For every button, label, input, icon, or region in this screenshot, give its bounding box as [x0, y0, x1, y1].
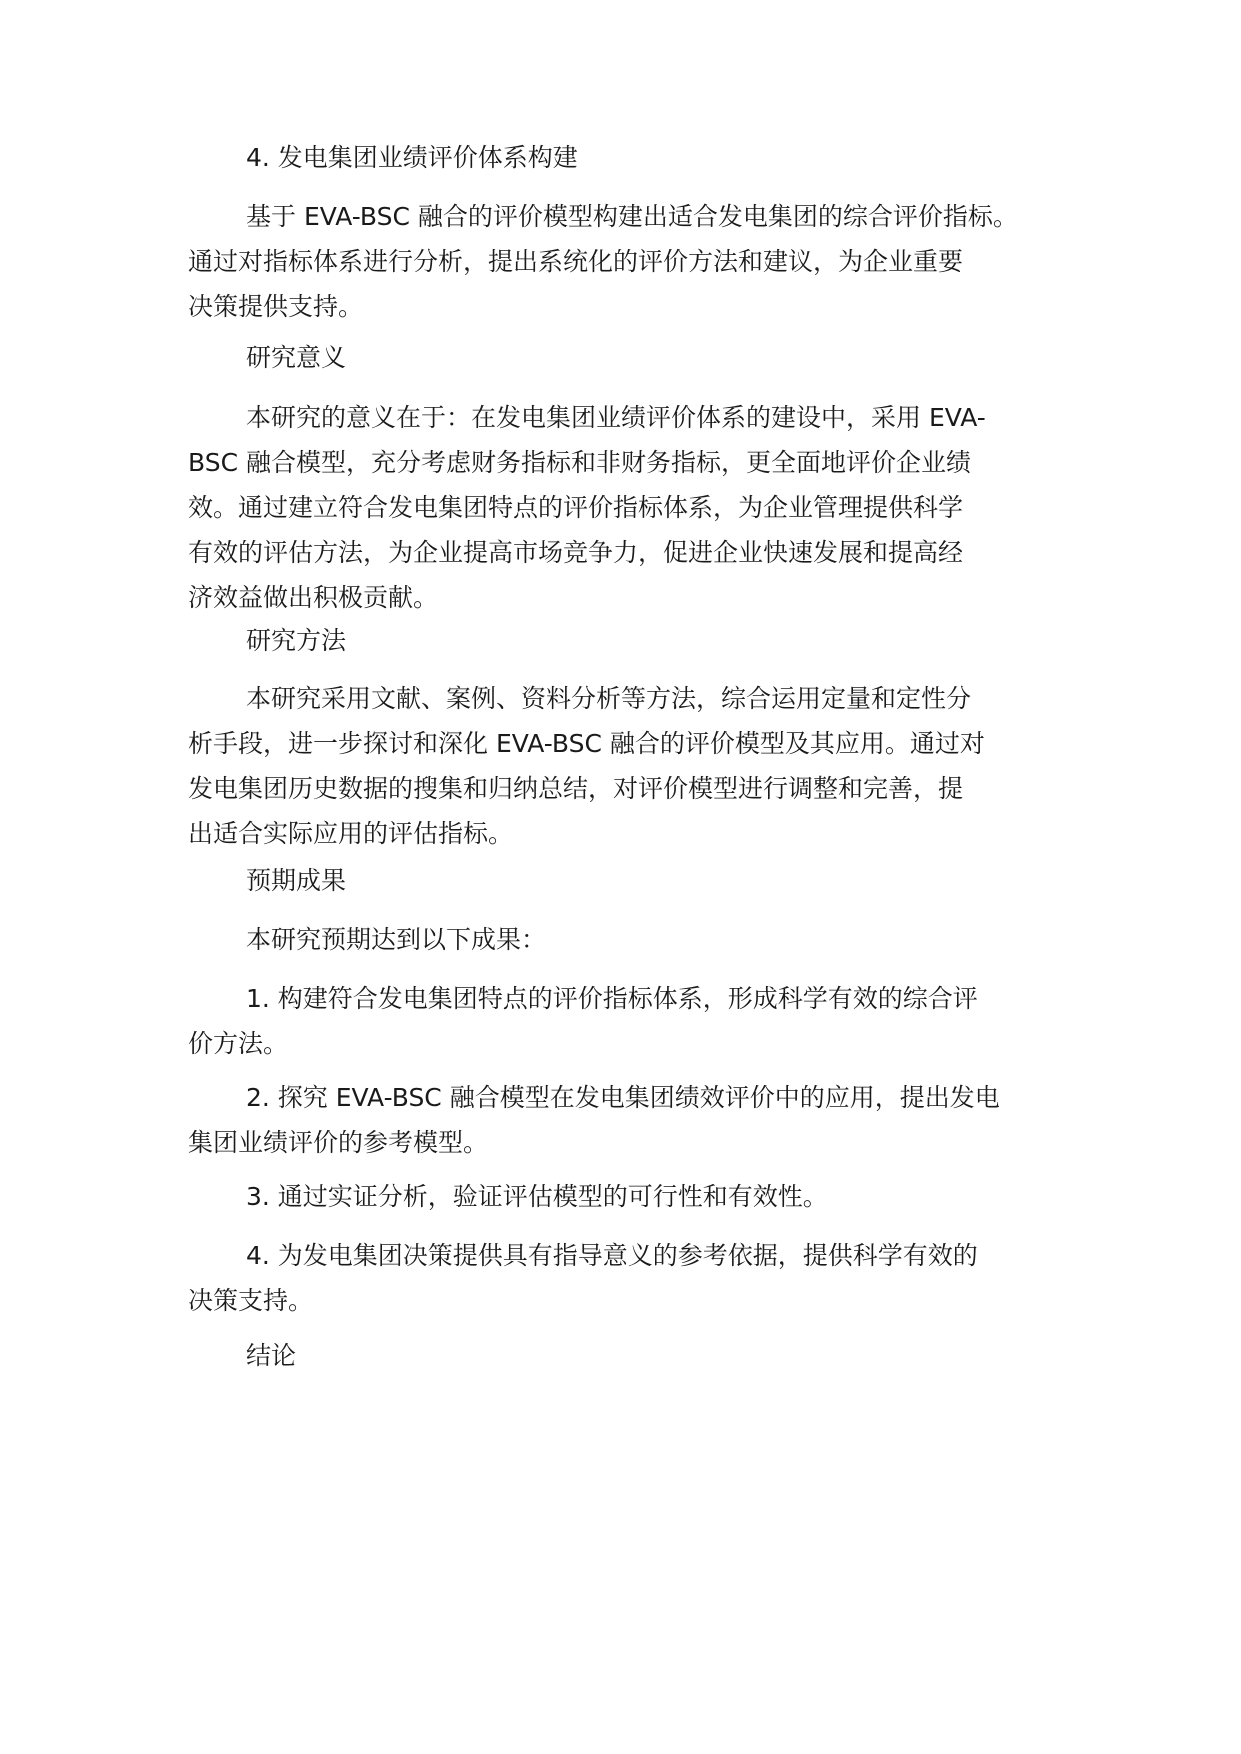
paragraph-line: 有效的评估方法，为企业提高市场竞争力，促进企业快速发展和提高经 — [188, 538, 964, 567]
paragraph-line: 基于 EVA-BSC 融合的评价模型构建出适合发电集团的综合评价指标。 — [246, 202, 1018, 231]
heading-text: 研究意义 — [246, 343, 347, 372]
paragraph-line: 本研究采用文献、案例、资料分析等方法，综合运用定量和定性分 — [246, 684, 972, 713]
heading-text: 4. 发电集团业绩评价体系构建 — [246, 143, 578, 172]
section-heading-methods — [188, 618, 1068, 663]
paragraph-line: BSC 融合模型，充分考虑财务指标和非财务指标，更全面地评价企业绩 — [188, 448, 971, 477]
paragraph-line: 决策支持。 — [188, 1286, 314, 1315]
section-heading-conclusion — [188, 1333, 1068, 1378]
paragraph-line: 济效益做出积极贡献。 — [188, 583, 439, 612]
paragraph-line: 发电集团历史数据的搜集和归纳总结，对评价模型进行调整和完善，提 — [188, 774, 964, 803]
paragraph-line: 通过对指标体系进行分析，提出系统化的评价方法和建议，为企业重要 — [188, 247, 964, 276]
outcome-item-2 — [188, 1075, 1068, 1165]
paragraph-line: 4. 为发电集团决策提供具有指导意义的参考依据，提供科学有效的 — [246, 1241, 978, 1270]
paragraph-line: 3. 通过实证分析，验证评估模型的可行性和有效性。 — [246, 1182, 828, 1211]
paragraph-line: 本研究预期达到以下成果： — [246, 925, 547, 954]
paragraph-line: 2. 探究 EVA-BSC 融合模型在发电集团绩效评价中的应用，提出发电 — [246, 1083, 1000, 1112]
section-heading-outcomes — [188, 858, 1068, 903]
paragraph-outcomes-intro — [188, 917, 1068, 962]
paragraph-line: 1. 构建符合发电集团特点的评价指标体系，形成科学有效的综合评 — [246, 984, 978, 1013]
outcome-item-3 — [188, 1174, 1068, 1219]
paragraph-line: 决策提供支持。 — [188, 292, 364, 321]
paragraph-line: 价方法。 — [188, 1029, 289, 1058]
paragraph-line: 效。通过建立符合发电集团特点的评价指标体系，为企业管理提供科学 — [188, 493, 964, 522]
section-heading-significance — [188, 335, 1068, 380]
paragraph-evaluation-system — [188, 194, 1068, 329]
outcome-item-1 — [188, 976, 1068, 1066]
paragraph-methods — [188, 676, 1068, 856]
heading-text: 结论 — [246, 1341, 297, 1370]
heading-text: 预期成果 — [246, 866, 347, 895]
section-heading-4 — [188, 135, 1068, 180]
paragraph-line: 集团业绩评价的参考模型。 — [188, 1128, 489, 1157]
heading-text: 研究方法 — [246, 626, 347, 655]
paragraph-significance — [188, 395, 1068, 620]
outcome-item-4 — [188, 1233, 1068, 1323]
paragraph-line: 析手段，进一步探讨和深化 EVA-BSC 融合的评价模型及其应用。通过对 — [188, 729, 985, 758]
paragraph-line: 出适合实际应用的评估指标。 — [188, 819, 514, 848]
paragraph-line: 本研究的意义在于：在发电集团业绩评价体系的建设中，采用 EVA- — [246, 403, 986, 432]
